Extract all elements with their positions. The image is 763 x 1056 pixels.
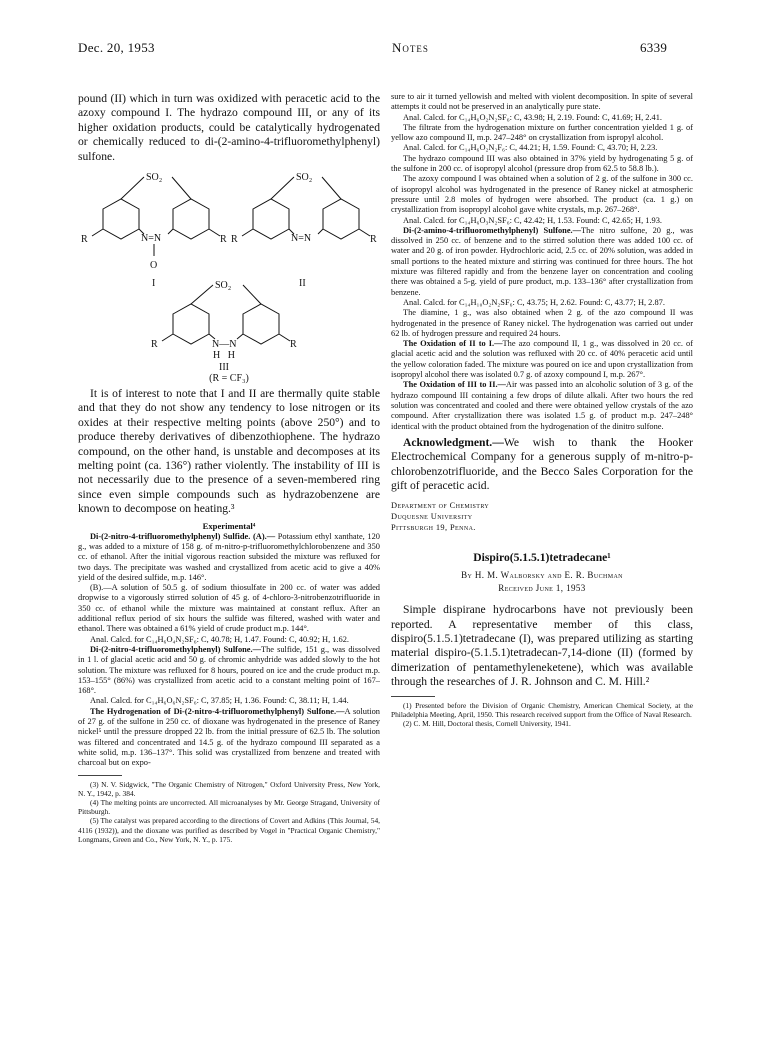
r-left-III: R	[151, 339, 158, 351]
received-date: Received June 1, 1953	[498, 583, 586, 594]
oxidation-iii-heading: The Oxidation of III to II.—	[403, 380, 506, 390]
exposure-paragraph: sure to air it turned yellowish and melted with violent decomposition. In spite of several attempts it could not be preserved in an analytically pure state.	[391, 92, 693, 112]
hydrogenation-paragraph	[78, 707, 380, 769]
footnote-4: (4) The melting points are uncorrected. All microanalyses by Mr. George Stragand, University of Pittsburgh.	[78, 797, 380, 817]
sulfone-heading: Di-(2-nitro-4-trifluoromethylphenyl) Sulfone.—	[90, 644, 261, 654]
analysis-6: Anal. Calcd. for C₁₄H₁₀O₂N₂SF₆: C, 43.75; H, 2.62. Found: C, 43.77; H, 2.87.	[403, 297, 665, 307]
r-right-III: R	[290, 339, 297, 351]
hydrogenation-text: A solution of 27 g. of the sulfone in 250 cc. of dioxane was hydrogenated in the presence of Raney nickel⁵ until the pressure dropped 22 lb. from the initial pressure of 62.5 lb. The solution was filtered and concentrated and 14.5 g. of the hydrazo compound III separated as a white solid, m.p. 136–137°. This solid was crystallized from benzene and treated with charcoal but on expo-	[78, 706, 380, 768]
h-h-label-III: H H	[213, 350, 235, 362]
acknowledgment-paragraph	[391, 436, 693, 494]
footnote-1: (1) Presented before the Division of Organic Chemistry, American Chemical Society, at the Philadelphia Meeting, April, 1950. This research received support from the Office of Naval Research.	[391, 700, 693, 719]
label-III: III	[219, 362, 229, 374]
structure-III	[151, 280, 297, 373]
method-b-paragraph: (B).—A solution of 50.5 g. of sodium thiosulfate in 200 cc. of water was added dropwise to a vigorously stirred solution of 45 g. of 4-chloro-3-nitrobenzotrifluoride in 350 cc. of ethanol while the mixture was maintained at constant reflux. After an additional reflux period of six hours the sulfide was filtered, washed with water and ethanol. There was obtained a 61% yield of crude product m.p. 144°.	[78, 583, 380, 634]
hydrogenation-heading: The Hydrogenation of Di-(2-nitro-4-trifluoromethylphenyl) Sulfone.—	[90, 706, 345, 716]
right-column	[391, 92, 693, 728]
analysis-4: Anal. Calcd. for C₁₄H₆O₂N₂F₆: C, 44.21; H, 1.59. Found: C, 43.70; H, 2.23.	[403, 143, 658, 153]
n-n-label-III: N—N	[212, 339, 237, 351]
oxidation-iii-text: Air was passed into an alcoholic solution of 3 g. of the hydrazo compound III containing a few drops of dilute alkali. After two hours the red solution was concentrated and cooled and there were obtained yellow crystals of the azo compound. After crystallization there was isolated 1.5 g. of product m.p. 247–248° identical with the product obtained from the hydrogenation of the dinitro sulfone.	[391, 380, 693, 431]
sulfide-heading: Di-(2-nitro-4-trifluoromethylphenyl) Sulfide. (A).—	[90, 531, 276, 541]
oxidation-ii-text: The azo compound II, 1 g., was dissolved in 20 cc. of glacial acetic acid and the solution was refluxed with 20 cc. of 40% peracetic acid until the yellow coloration faded. The mixture was poured on ice and upon crystallization from isopropyl alcohol there was isolated 0.7 g. of azoxy compound I, m.p. 267°.	[391, 339, 693, 380]
label-II: II	[299, 278, 306, 290]
so2-label-I: SO₂	[146, 172, 163, 184]
label-I: I	[152, 278, 156, 290]
n-n-label-I: N=N	[141, 233, 162, 245]
running-header-section: Notes	[392, 40, 429, 55]
filtrate-paragraph: The filtrate from the hydrogenation mixture on further concentration yielded 1 g. of yellow azo compound II, m.p. 247–248° on crystallization from ispropyl alcohol.	[391, 122, 693, 143]
sulfone-text: The sulfide, 151 g., was dissolved in 1 l. of glacial acetic acid and 50 g. of chromic anhydride was added slowly to the hot solution. The mixture was refluxed for 8 hours, poured on ice and the crude product m.p. 153–155° (86%) was crystallized from acetic acid to a constant melting point of 167–168°.	[78, 644, 380, 696]
r-definition: (R = CF₃)	[209, 373, 249, 385]
oxidation-ii-paragraph	[391, 339, 693, 380]
sulfide-paragraph	[78, 532, 380, 583]
footnote-5: (5) The catalyst was prepared according to the directions of Covert and Adkins (This Journal, 54, 4116 (1932)), and the dioxane was purified as described by Vogel in "Practical Organic Chemistry," Longmans, Green and Co., New York, N. Y., p. 175.	[78, 816, 380, 844]
address-block	[391, 501, 693, 533]
diamine-paragraph: The diamine, 1 g., was also obtained when 2 g. of the azo compound II was hydrogenated in the presence of Raney nickel. The hydrogenation was carried out under 62 lb. of hydrogen pressure and required 24 hours.	[391, 308, 693, 338]
n-n-label-II: N=N	[291, 233, 312, 245]
hydrazo-paragraph: The hydrazo compound III was also obtained in 37% yield by hydrogenating 5 g. of the sulfone in 200 cc. of isopropyl alcohol (pressure drop from 62.5 to 58.8 lb.).	[391, 153, 693, 174]
address-line-1: Department of Chemistry	[391, 501, 490, 511]
address-line-3: Pittsburgh 19, Penna.	[391, 522, 476, 532]
acknowledgment-text: We wish to thank the Hooker Electrochemical Company for a generous supply of m-nitro-p-chlorobenzotrifluoride, and the Becco Sales Corporation for the gift of peracetic acid.	[391, 435, 693, 493]
so2-label-II: SO₂	[296, 172, 313, 184]
oxidation-iii-paragraph	[391, 380, 693, 431]
amino-sulfone-paragraph	[391, 226, 693, 298]
footnote-rule-right	[391, 696, 435, 697]
page-number: 6339	[640, 40, 668, 55]
r-right-II: R	[370, 234, 377, 246]
analysis-1: Anal. Calcd. for C₁₄H₆O₄N₂SF₆: C, 40.78; H, 1.47. Found: C, 40.92; H, 1.62.	[90, 634, 350, 644]
structure-II	[231, 172, 377, 289]
r-left-II: R	[231, 234, 238, 246]
address-line-2: Duquesne University	[391, 512, 473, 522]
acknowledgment-heading: Acknowledgment.—	[403, 435, 504, 449]
r-left-I: R	[81, 234, 88, 246]
intro-paragraph: pound (II) which in turn was oxidized with peracetic acid to the azoxy compound I. The hydrazo compound III, or any of its higher oxidation products, could be catalytically hydrogenated or chemically reduced to di-(2-amino-4-trifluoromethylphenyl) sulfone.	[78, 92, 380, 163]
structure-I	[81, 172, 227, 289]
azoxy-paragraph: The azoxy compound I was obtained when a solution of 2 g. of the sulfone in 300 cc. of isopropyl alcohol was hydrogenated in the presence of Raney nickel at atmospheric pressure until 2.8 moles of hydrogen were absorbed. The product (ca. 1 g.) on crystallization from isopropyl alcohol gave white crystals, m.p. 267–268°.	[391, 174, 693, 215]
sulfone-paragraph	[78, 645, 380, 696]
oxidation-ii-heading: The Oxidation of II to I.—	[403, 339, 503, 349]
analysis-2: Anal. Calcd. for C₁₄H₆O₆N₂SF₆: C, 37.85; H, 1.36. Found: C, 38.11; H, 1.44.	[90, 696, 349, 706]
sulfide-text: Potassium ethyl xanthate, 120 g., was added to a mixture of 158 g. of m-nitro-p-trifluoromethylchlorobenzene and 350 cc. of ethanol. After the initial vigorous reaction subsided the mixture was refluxed for two days. The precipitate was washed and crystallized from acetic acid to give a 40% yield of the desired sulfide, m.p. 146°.	[78, 531, 380, 582]
amino-sulfone-heading: Di-(2-amino-4-trifluoromethylphenyl) Sulfone.—	[403, 225, 582, 235]
running-header-date: Dec. 20, 1953	[78, 40, 155, 55]
oxygen-label-I: O	[150, 260, 158, 272]
analysis-3: Anal. Calcd. for C₁₄H₆O₂N₂SF₆: C, 43.98; H, 2.19. Found: C, 41.69; H, 2.41.	[403, 112, 663, 122]
article-authors: By H. M. Walborsky and E. R. Buchman	[461, 570, 623, 581]
footnote-3: (3) N. V. Sidgwick, "The Organic Chemistry of Nitrogen," Oxford University Press, New York, N. Y., 1942, p. 384.	[78, 779, 380, 798]
analysis-5: Anal. Calcd. for C₁₄H₆O₃N₂SF₆: C, 42.42; H, 1.53. Found: C, 42.65; H, 1.93.	[403, 215, 663, 225]
so2-label-III: SO₂	[215, 280, 232, 292]
interest-paragraph: It is of interest to note that I and II are thermally quite stable and that they do not show any tendency to lose nitrogen or its oxides at their respective melting points (above 250°) and to produce thereby derivatives of dibenzothiophene. The hydrazo compound, on the other hand, is unstable and decomposes at its melting point (ca. 136°) rather violently. The instability of III is not necessarily due to the presence of a seven-membered ring since even simple compounds such as hydrazobenzene are known to decompose on heating.³	[78, 387, 380, 516]
left-column	[78, 92, 380, 844]
dispirane-paragraph: Simple dispirane hydrocarbons have not previously been reported. A representative member of this class, dispiro(5.1.5.1)tetradecane (I), was prepared utilizing as starting material dispiro-(5.1.5.1)tetradecan-7,14-dione (II) (formed by dimerization of pentamethyleneketene), which was available through the researches of J. R. Johnson and C. M. Hill.²	[391, 603, 693, 689]
amino-sulfone-text: The nitro sulfone, 20 g., was dissolved in 250 cc. of benzene and to the stirred solution there was added 100 cc. of water and 20 g. of iron powder. Hydrochloric acid, 2.5 cc. of 20% solution, was added in small portions to the heated mixture and stirring was continued for three hours. The hot mixture was filtered rapidly and from the benzene layer on concentration and cooling there was obtained a 5-g. yield of pure product, m.p. 133–136° after crystallization from benzene.	[391, 225, 693, 297]
article-title: Dispiro(5.1.5.1)tetradecane¹	[473, 551, 611, 565]
footnote-2: (2) C. M. Hill, Doctoral thesis, Cornell University, 1941.	[403, 719, 571, 729]
structure-diagram	[78, 164, 380, 374]
footnote-rule	[78, 775, 122, 776]
r-right-I: R	[220, 234, 227, 246]
experimental-heading: Experimental⁴	[202, 520, 256, 531]
